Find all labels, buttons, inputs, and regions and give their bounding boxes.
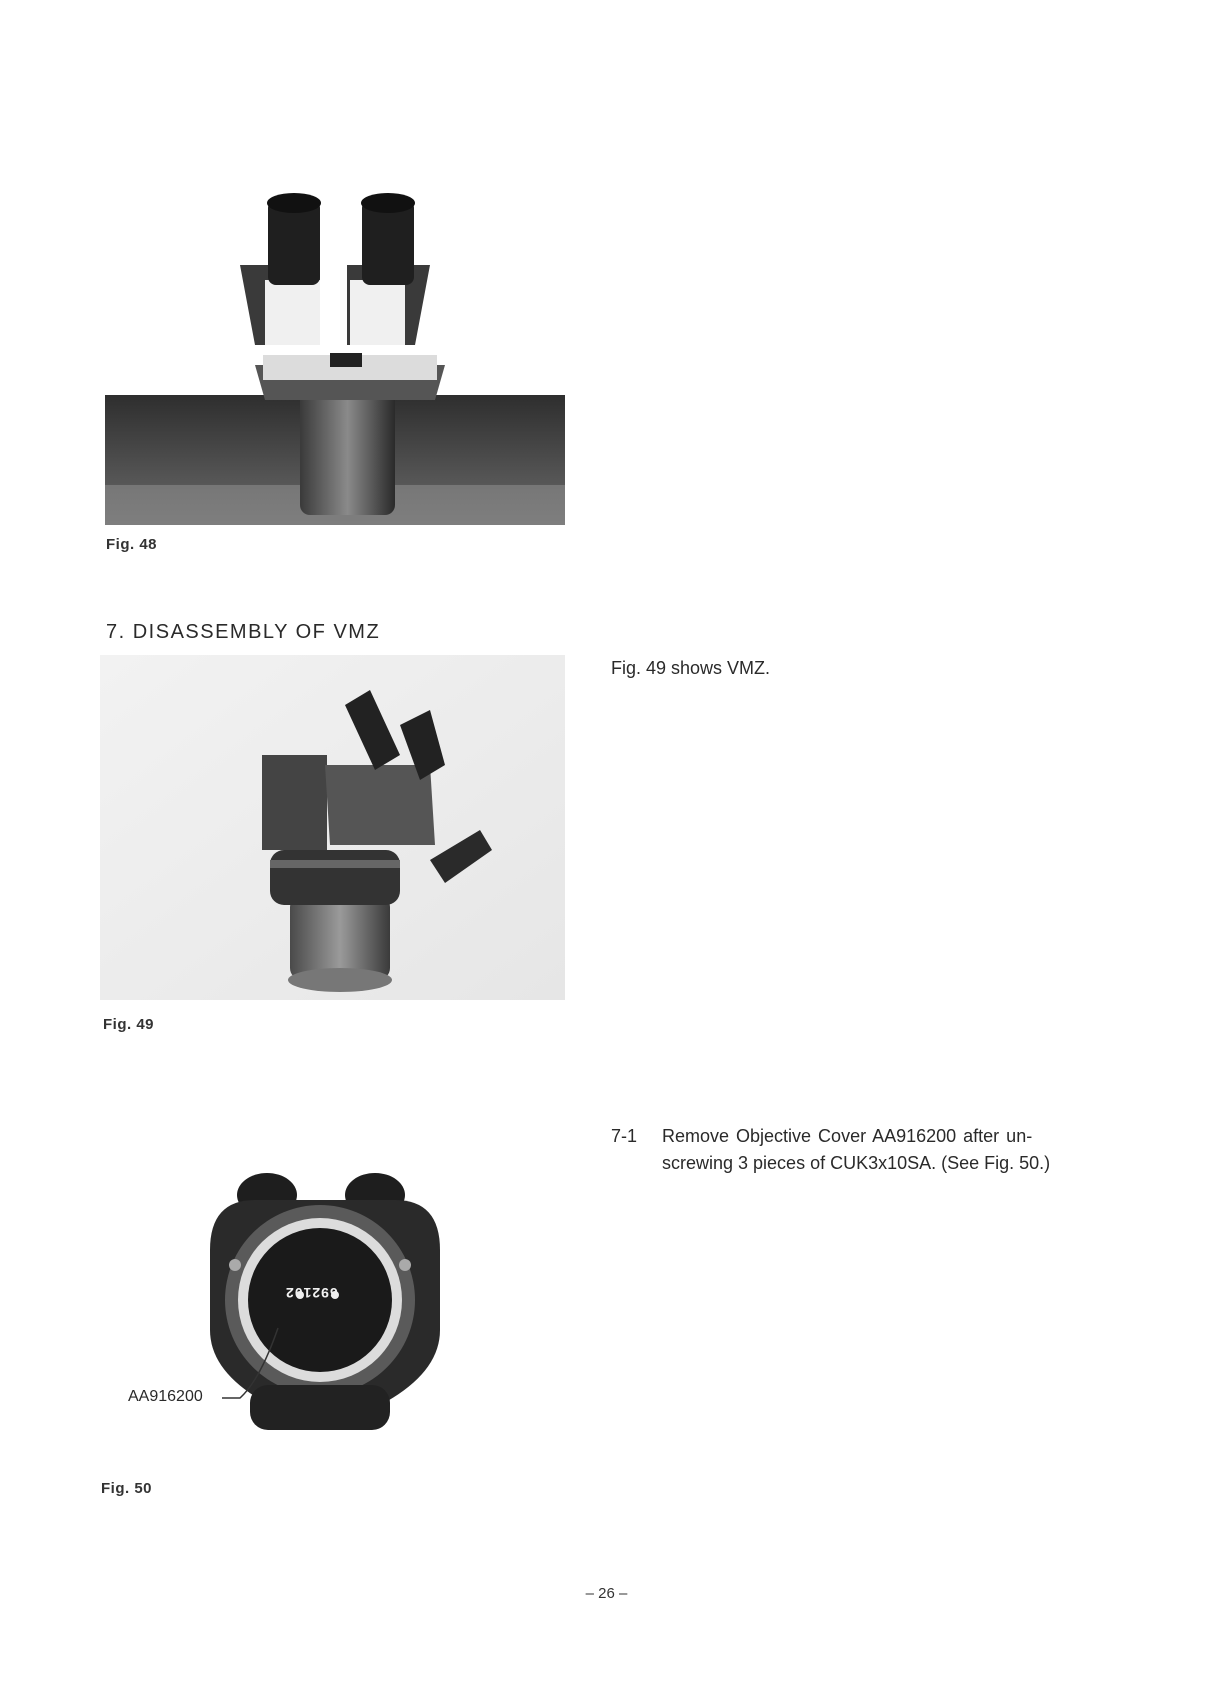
callout-leader-line [220, 1320, 290, 1405]
step-number: 7-1 [611, 1126, 638, 1146]
page-number: – 26 – [585, 1585, 628, 1602]
callout-label: AA916200 [128, 1388, 203, 1405]
figure-49-photo [100, 655, 565, 1000]
step-text-line-2: screwing 3 pieces of CUK3x10SA. (See Fig. 50.) [662, 1153, 1051, 1173]
figure-50-caption: Fig. 50 [101, 1480, 153, 1497]
figure-49-description: Fig. 49 shows VMZ. [611, 658, 771, 678]
lens-marking: 692102 [285, 1285, 338, 1301]
figure-49-caption: Fig. 49 [103, 1016, 155, 1033]
figure-48-photo [105, 185, 565, 525]
step-text-line-1: Remove Objective Cover AA916200 after un- [662, 1126, 1033, 1146]
figure-48-caption: Fig. 48 [106, 536, 158, 553]
section-heading: 7. DISASSEMBLY OF VMZ [106, 621, 381, 643]
